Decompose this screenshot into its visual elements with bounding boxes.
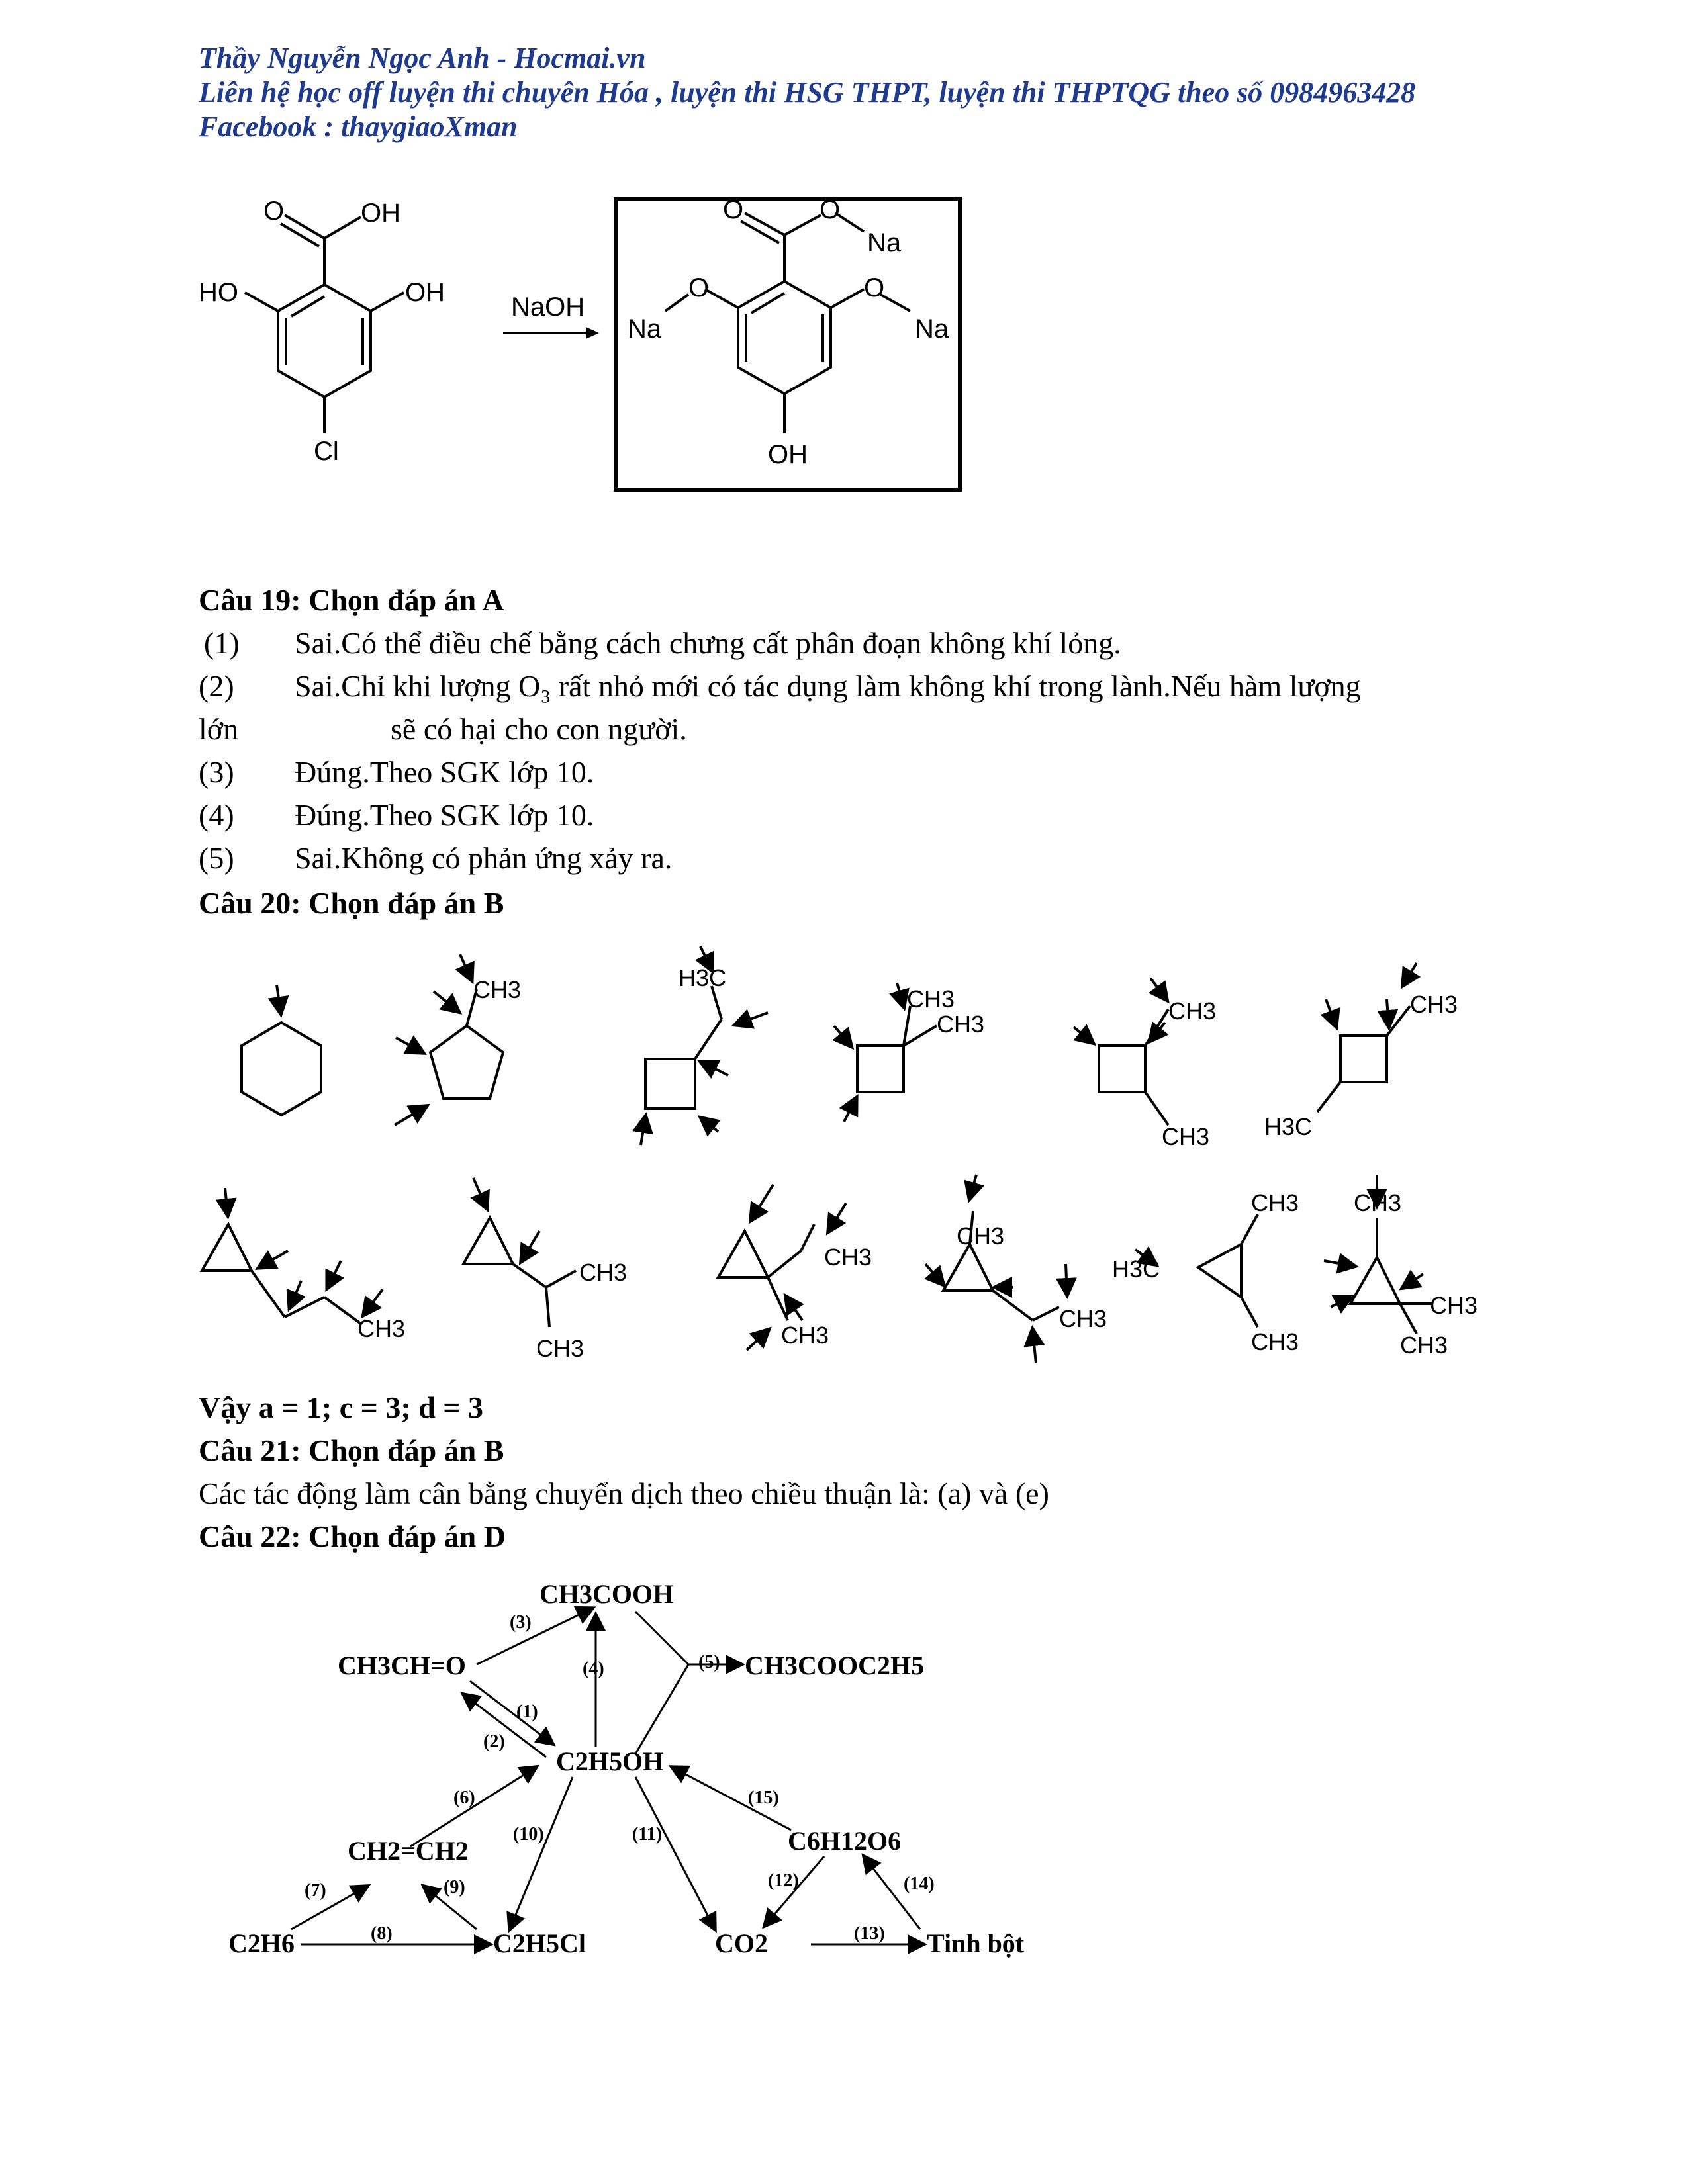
label-ch3: CH3: [907, 985, 955, 1013]
header-facebook: Facebook : thaygiaoXman: [199, 111, 518, 143]
node-ethylene: CH2=CH2: [348, 1836, 469, 1866]
step-10: (10): [513, 1824, 544, 1844]
step-12: (12): [768, 1870, 799, 1891]
label-h3c: H3C: [679, 964, 727, 991]
q19-num-2b: lớn: [199, 712, 239, 746]
step-1: (1): [516, 1702, 538, 1722]
label-ch3: CH3: [824, 1244, 872, 1271]
label-ch3: CH3: [1430, 1292, 1478, 1319]
node-ethane: C2H6: [228, 1929, 295, 1958]
reactant-oh-right: OH: [405, 278, 445, 307]
product-na-right: Na: [915, 314, 949, 343]
q19-title: Câu 19: Chọn đáp án A: [199, 583, 504, 617]
node-ethanol: C2H5OH: [556, 1747, 664, 1776]
label-ch3: CH3: [1251, 1328, 1299, 1355]
product-o-right: O: [864, 273, 885, 302]
label-h3c: H3C: [1112, 1255, 1160, 1283]
node-glucose: C6H12O6: [788, 1826, 902, 1856]
q20-conclusion: Vậy a = 1; c = 3; d = 3: [199, 1390, 483, 1424]
reaction-network: [0, 1569, 1688, 1966]
product-o-left: O: [688, 273, 710, 302]
label-h3c: H3C: [1264, 1113, 1313, 1140]
step-15: (15): [748, 1788, 779, 1808]
node-co2: CO2: [715, 1929, 768, 1958]
reaction-scheme: [0, 179, 1688, 510]
node-chloroethane: C2H5Cl: [493, 1929, 586, 1958]
header-contact: Liên hệ học off luyện thi chuyên Hóa , luyện thi HSG THPT, luyện thi THPTQG theo số 0984963428: [199, 76, 1416, 109]
label-ch3: CH3: [957, 1222, 1005, 1250]
q19-num-4: (4): [199, 798, 234, 832]
q19-num-3: (3): [199, 755, 234, 789]
q22-title: Câu 22: Chọn đáp án D: [199, 1520, 506, 1553]
label-ch3: CH3: [357, 1315, 406, 1342]
node-ester: CH3COOC2H5: [745, 1651, 925, 1680]
q19-num-1: (1): [204, 626, 240, 660]
product-na-top: Na: [867, 228, 902, 257]
q19-num-2: (2): [199, 669, 234, 703]
label-ch3: CH3: [1410, 991, 1458, 1018]
label-ch3: CH3: [1354, 1189, 1402, 1216]
label-ch3: CH3: [473, 976, 522, 1003]
node-starch: Tinh bột: [927, 1929, 1025, 1958]
label-ch3: CH3: [781, 1322, 829, 1349]
step-7: (7): [305, 1880, 326, 1901]
label-ch3: CH3: [579, 1259, 628, 1286]
node-ch3cooh: CH3COOH: [539, 1579, 674, 1609]
isomer-structures: [0, 927, 1688, 1390]
product-o-double: O: [723, 195, 744, 224]
product-na-left: Na: [628, 314, 662, 343]
header-author: Thầy Nguyễn Ngọc Anh - Hocmai.vn: [199, 42, 646, 74]
step-3: (3): [510, 1612, 532, 1633]
label-ch3: CH3: [1251, 1189, 1299, 1216]
q21-title: Câu 21: Chọn đáp án B: [199, 1433, 504, 1467]
q19-text-1: Sai.Có thể điều chế bằng cách chưng cất phân đoạn không khí lỏng.: [295, 626, 1121, 660]
step-14: (14): [904, 1874, 935, 1894]
label-ch3: CH3: [1400, 1332, 1448, 1359]
reactant-cl: Cl: [314, 437, 339, 466]
reactant-ho: HO: [199, 278, 238, 307]
q19-num-5: (5): [199, 841, 234, 875]
reagent-naoh: NaOH: [511, 293, 585, 322]
q20-title: Câu 20: Chọn đáp án B: [199, 886, 504, 920]
step-4: (4): [583, 1659, 604, 1679]
product-o-single: O: [820, 195, 841, 224]
step-5: (5): [698, 1652, 720, 1672]
step-11: (11): [632, 1824, 663, 1844]
q19-text-2: Sai.Chỉ khi lượng O₃ rất nhỏ mới có tác dụng làm không khí trong lành.Nếu hàm lượng: [295, 669, 1361, 703]
label-ch3: CH3: [536, 1335, 585, 1362]
reactant-o: O: [263, 197, 285, 226]
step-8: (8): [371, 1923, 393, 1944]
q19-text-2b: sẽ có hại cho con người.: [391, 712, 687, 746]
label-ch3: CH3: [1059, 1305, 1107, 1332]
label-ch3: CH3: [1168, 997, 1217, 1024]
node-ch3cho: CH3CH=O: [338, 1651, 466, 1680]
q19-text-3: Đúng.Theo SGK lớp 10.: [295, 755, 594, 789]
label-ch3: CH3: [937, 1011, 985, 1038]
q19-text-4: Đúng.Theo SGK lớp 10.: [295, 798, 594, 832]
step-9: (9): [444, 1877, 465, 1897]
step-2: (2): [483, 1731, 505, 1752]
step-6: (6): [453, 1788, 475, 1808]
product-oh: OH: [768, 440, 808, 469]
reactant-oh-top: OH: [361, 199, 400, 228]
q19-text-5: Sai.Không có phản ứng xảy ra.: [295, 841, 673, 875]
step-13: (13): [854, 1923, 885, 1944]
label-ch3: CH3: [1162, 1123, 1210, 1150]
q21-text: Các tác động làm cân bằng chuyển dịch theo chiều thuận là: (a) và (e): [199, 1477, 1049, 1510]
